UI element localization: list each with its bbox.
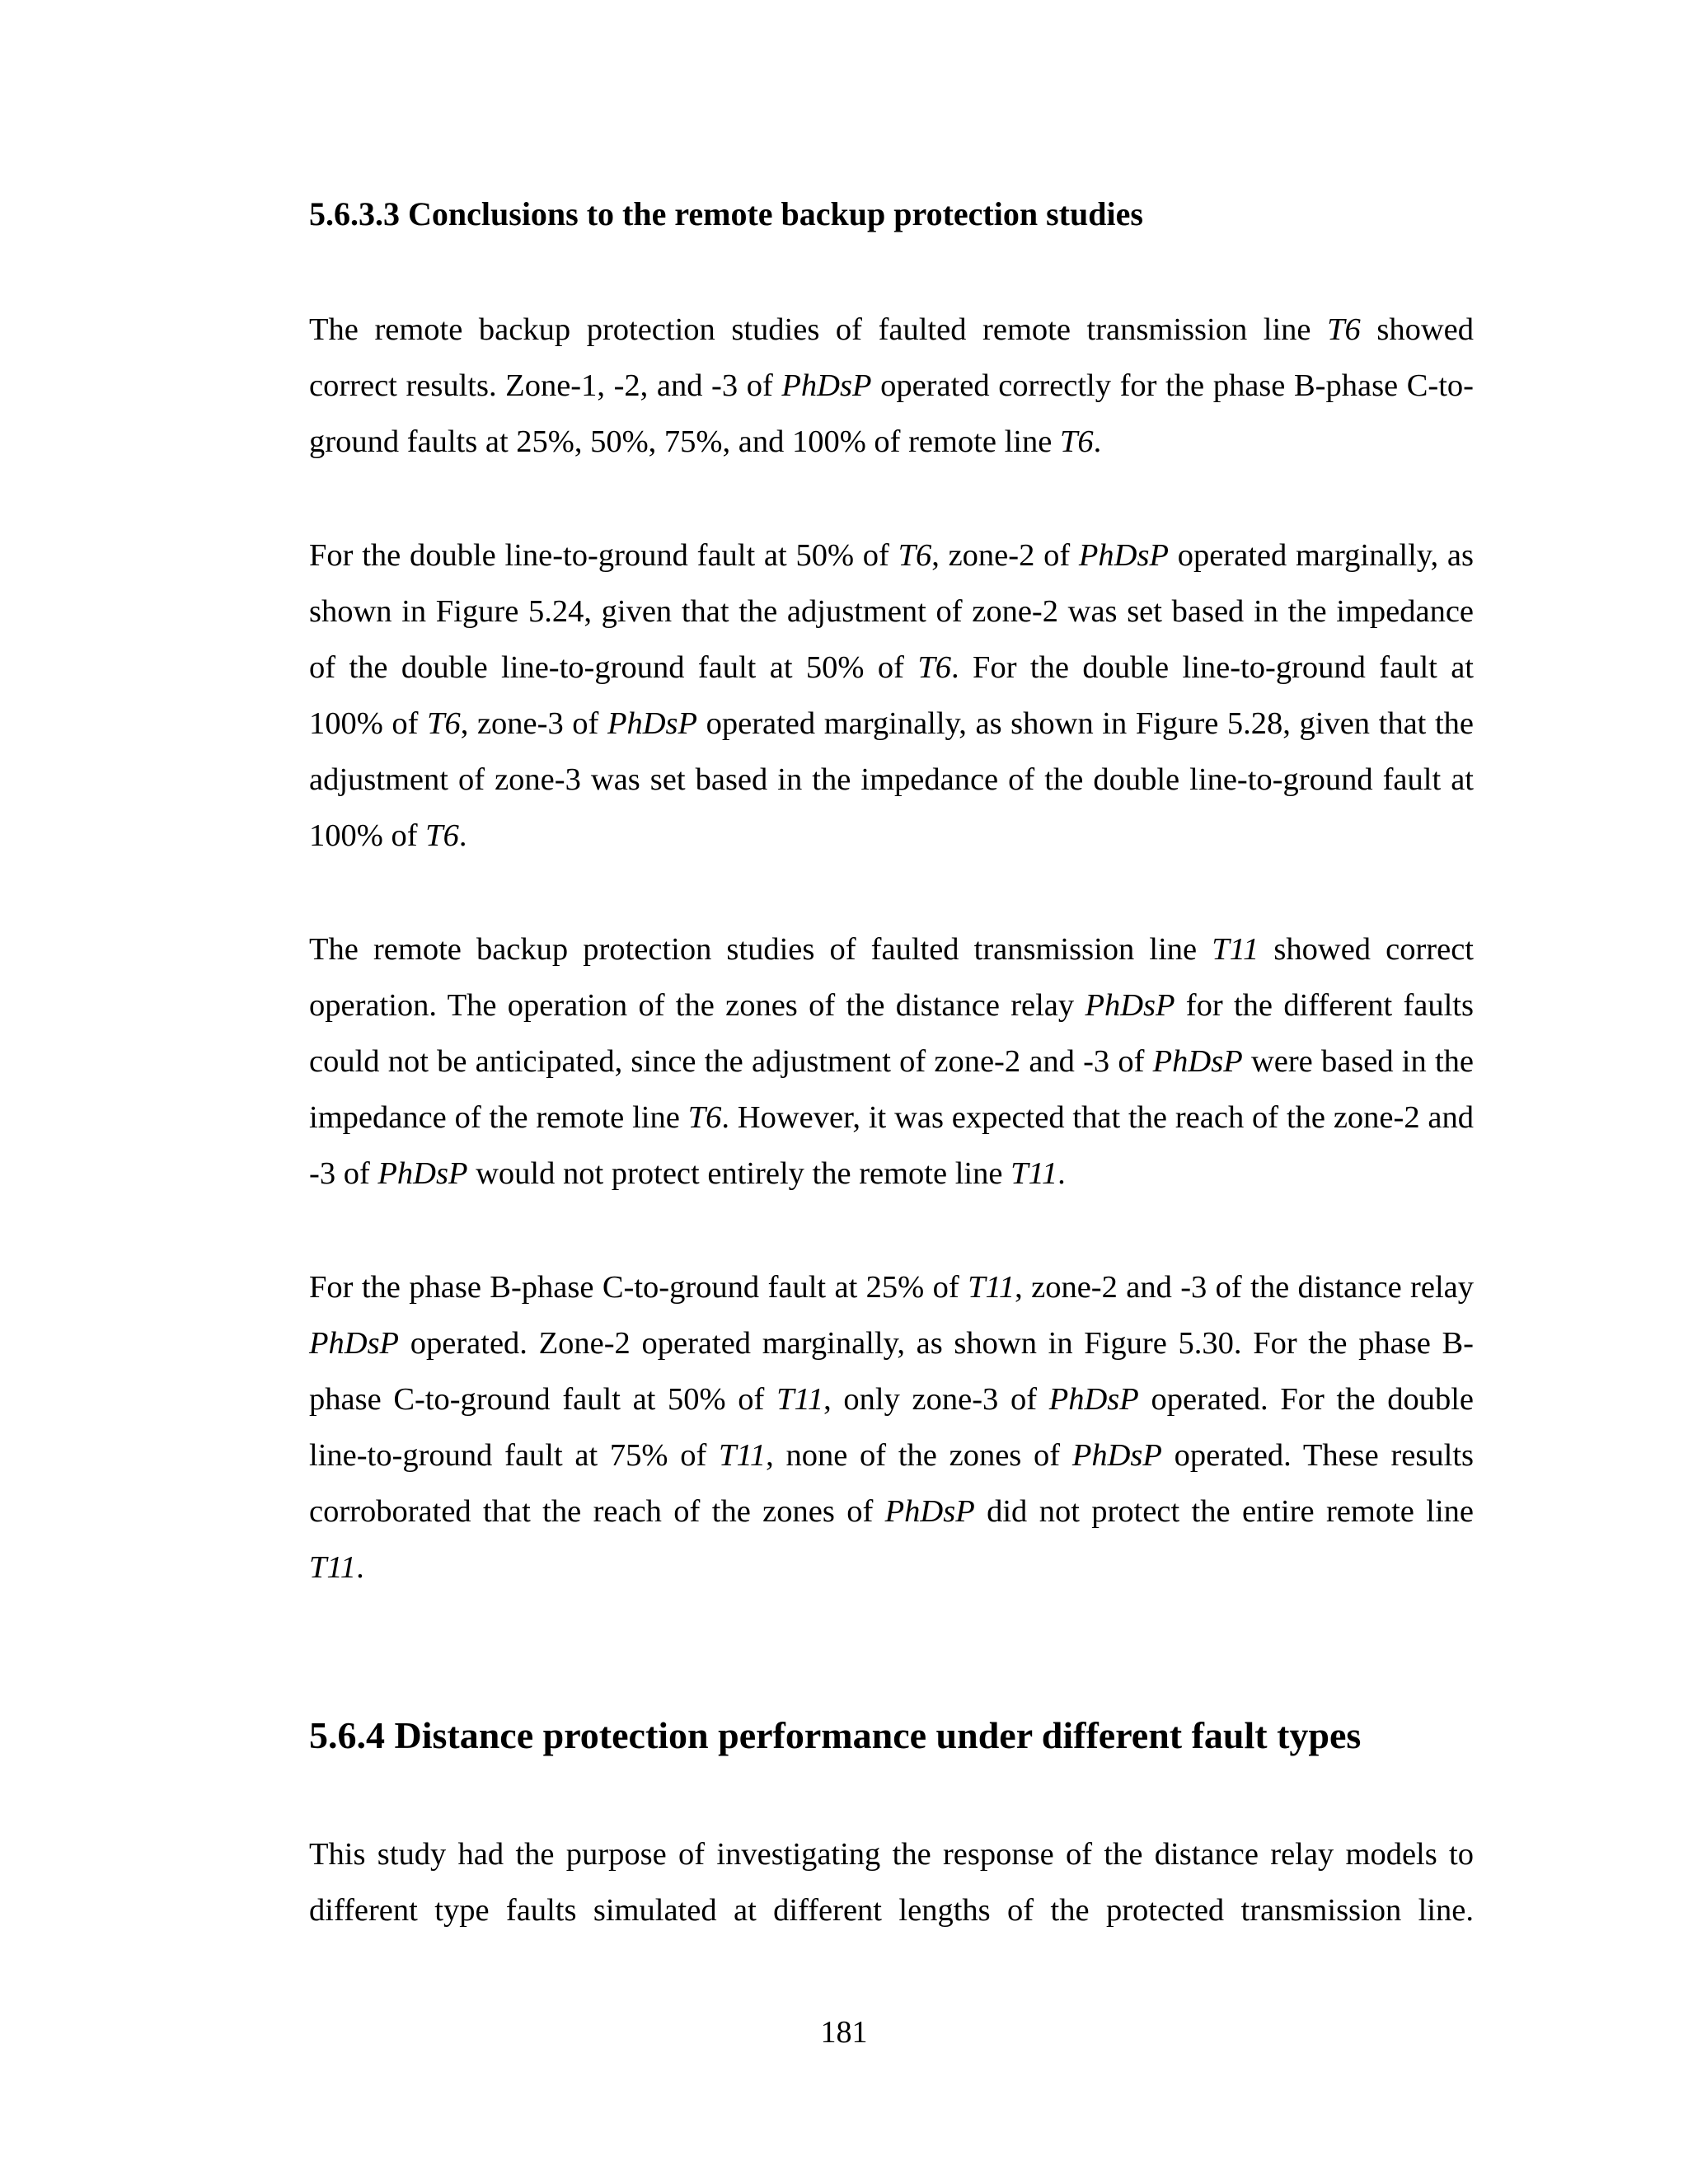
text-run: For the phase B-phase C-to-ground fault at 25% of: [309, 1270, 968, 1305]
paragraph-remote-t11-results: [309, 921, 1474, 1202]
text-run: operated correctly for the phase B-phase C-to-ground faults at 25%, 50%, 75%, and 100% of remote line: [309, 368, 1474, 459]
italic-term: PhDsP: [884, 1494, 975, 1529]
text-run: operated. These results corroborated that the reach of the zones of: [309, 1438, 1474, 1529]
italic-term: PhDsP: [377, 1156, 468, 1191]
italic-term: T11: [309, 1550, 357, 1585]
italic-term: PhDsP: [1085, 988, 1175, 1023]
italic-term: T11: [1010, 1156, 1058, 1191]
italic-term: T6: [1327, 312, 1361, 347]
italic-term: PhDsP: [1152, 1044, 1243, 1079]
italic-term: T11: [776, 1382, 824, 1417]
text-run: The remote backup protection studies of faulted transmission line: [309, 932, 1212, 967]
text-run: showed correct operation. The operation of the zones of the distance relay: [309, 932, 1474, 1023]
text-run: for the different faults could not be anticipated, since the adjustment of zone-2 and -3 of: [309, 988, 1474, 1079]
italic-term: PhDsP: [1048, 1382, 1139, 1417]
italic-term: T11: [1212, 932, 1259, 967]
text-run: . However, it was expected that the reach of the zone-2 and -3 of: [309, 1100, 1474, 1191]
page-number: 181: [820, 2015, 868, 2050]
italic-term: T6: [898, 538, 932, 573]
text-run: , zone-2 and -3 of the distance relay: [1015, 1270, 1474, 1305]
text-run: operated marginally, as shown in Figure 5.24, given that the adjustment of zone-2 was set based in the impedance of the double line-to-ground fault at 50% of: [309, 538, 1474, 685]
subsection-heading-5-6-3-3: 5.6.3.3 Conclusions to the remote backup protection studies: [309, 195, 1143, 232]
section-heading-5-6-4: 5.6.4 Distance protection performance under different fault types: [309, 1714, 1362, 1756]
text-run: , zone-3 of: [460, 706, 607, 741]
italic-term: PhDsP: [607, 706, 698, 741]
italic-term: T11: [719, 1438, 767, 1473]
italic-term: T6: [1059, 424, 1094, 459]
paragraph-double-line-to-ground-t6: [309, 527, 1474, 864]
italic-term: T6: [917, 650, 952, 685]
text-run: For the double line-to-ground fault at 50% of: [309, 538, 898, 573]
italic-term: PhDsP: [781, 368, 872, 403]
paragraph-t11-fault-zones: [309, 1259, 1474, 1596]
italic-term: PhDsP: [1078, 538, 1169, 573]
paragraph-remote-t6-results: [309, 302, 1474, 470]
italic-term: T6: [427, 706, 461, 741]
text-run: The remote backup protection studies of faulted remote transmission line: [309, 312, 1328, 347]
text-run: , only zone-3 of: [823, 1382, 1049, 1417]
text-run: were based in the impedance of the remote line: [309, 1044, 1474, 1135]
text-run: , none of the zones of: [766, 1438, 1072, 1473]
paragraph-fault-types-study: [309, 1826, 1474, 1938]
text-run: did not protect the entire remote line: [974, 1494, 1474, 1529]
text-run: .: [1093, 424, 1102, 459]
italic-term: T11: [968, 1270, 1015, 1305]
italic-term: PhDsP: [309, 1326, 400, 1361]
text-run: operated. For the double line-to-ground fault at 75% of: [309, 1382, 1474, 1473]
italic-term: T6: [425, 818, 459, 853]
italic-term: PhDsP: [1071, 1438, 1162, 1473]
text-run: .: [1057, 1156, 1066, 1191]
text-run: This study had the purpose of investigating the response of the distance relay models to different type faults simulated at different lengths of the protected transmission line.: [309, 1837, 1474, 1928]
text-run: operated marginally, as shown in Figure 5.28, given that the adjustment of zone-3 was set based in the impedance of the double line-to-ground fault at 100% of: [309, 706, 1474, 853]
text-run: , zone-2 of: [931, 538, 1079, 573]
text-run: .: [356, 1550, 364, 1585]
text-run: would not protect entirely the remote line: [467, 1156, 1011, 1191]
italic-term: T6: [687, 1100, 722, 1135]
text-run: showed correct results. Zone-1, -2, and -3 of: [309, 312, 1474, 403]
text-run: operated. Zone-2 operated marginally, as shown in Figure 5.30. For the phase B-phase C-to-ground fault at 50% of: [309, 1326, 1474, 1417]
text-run: . For the double line-to-ground fault at 100% of: [309, 650, 1475, 741]
text-run: .: [458, 818, 467, 853]
